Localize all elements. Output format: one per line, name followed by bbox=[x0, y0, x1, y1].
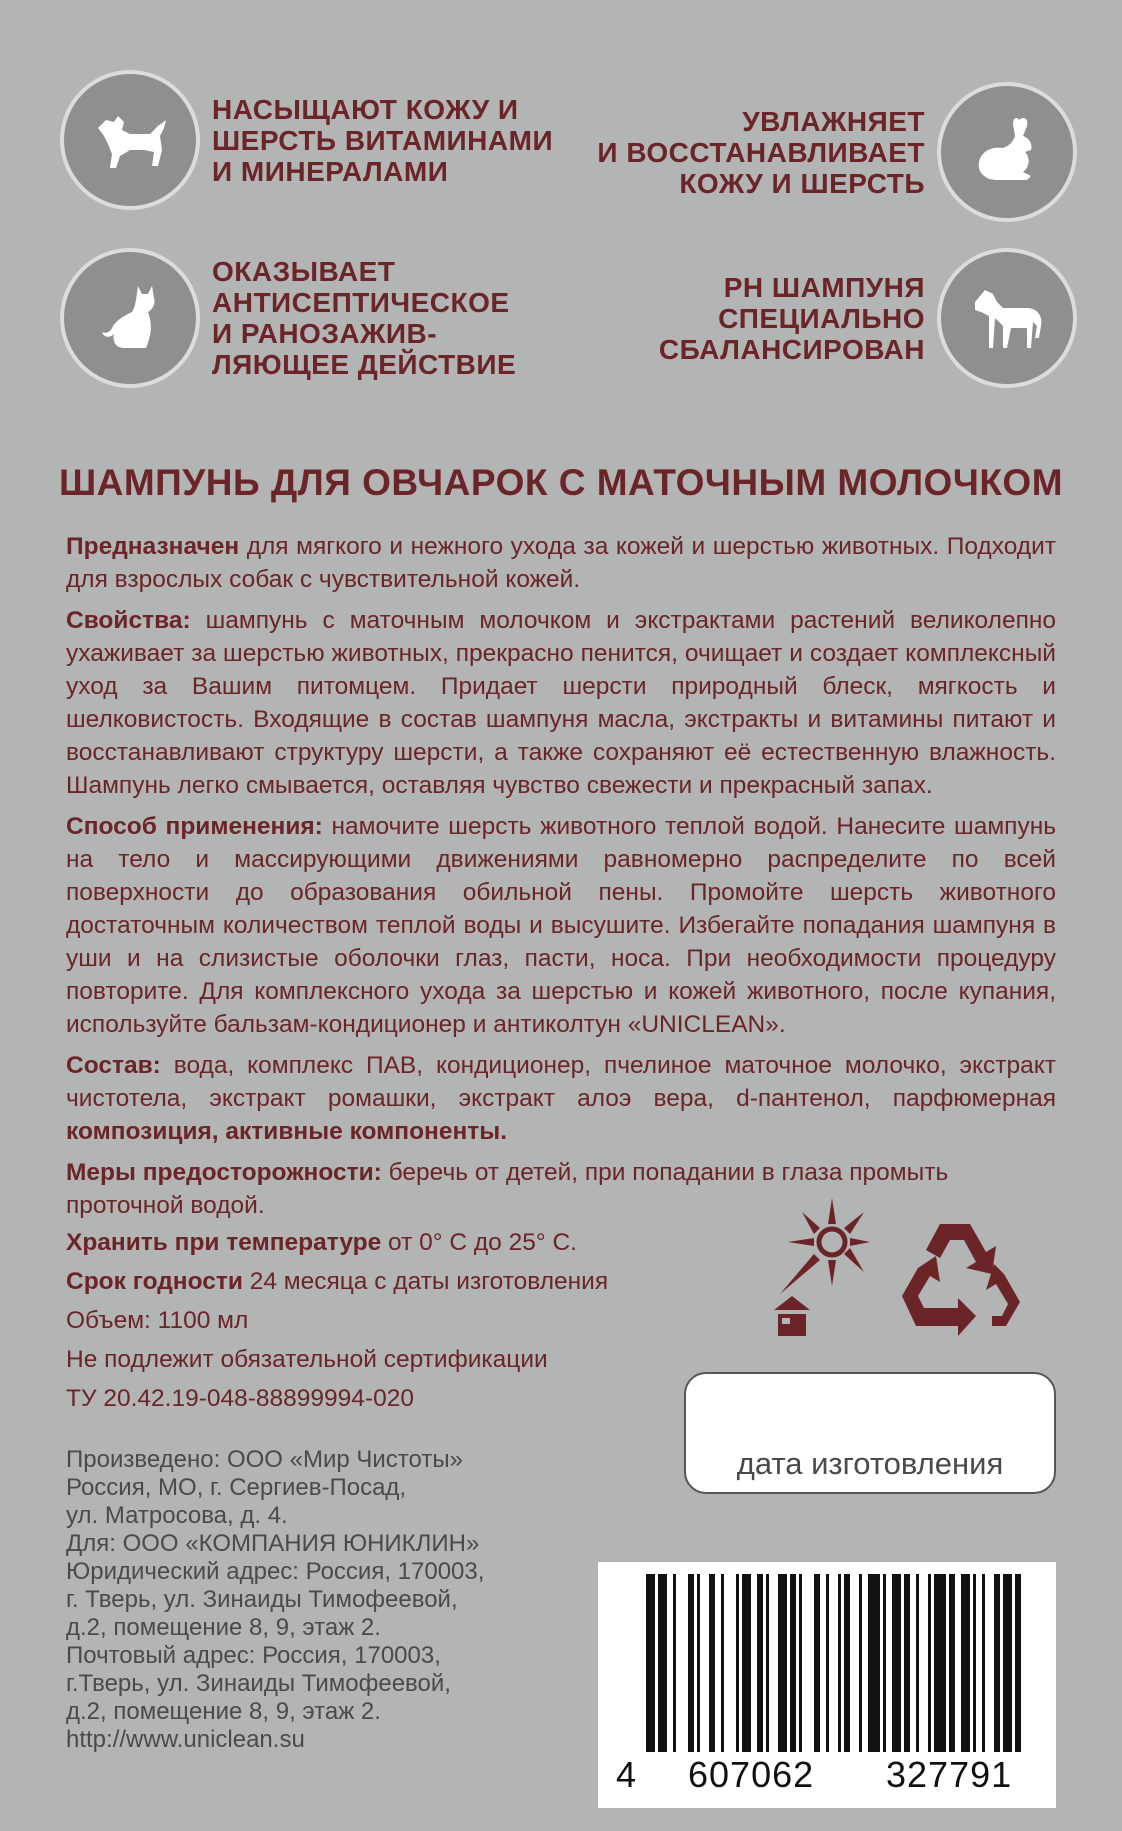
feature-text: УВЛАЖНЯЕТ И ВОССТАНАВЛИВАЕТ КОЖУ И ШЕРСТЬ bbox=[597, 105, 925, 199]
precautions-text: беречь от детей, при попадании в глаза промыть проточной водой. bbox=[66, 1159, 949, 1219]
producer-line: г.Тверь, ул. Зинаиды Тимофеевой, bbox=[66, 1670, 451, 1697]
sun-box-icon bbox=[770, 1198, 870, 1338]
storage-label: Хранить при температуре bbox=[66, 1229, 382, 1256]
feature-text: НАСЫЩАЮТ КОЖУ И ШЕРСТЬ ВИТАМИНАМИ И МИНЕРАЛАМИ bbox=[212, 93, 554, 187]
storage-line bbox=[66, 1226, 706, 1259]
producer-line: Для: ООО «КОМПАНИЯ ЮНИКЛИН» bbox=[66, 1530, 480, 1557]
manufacture-date-label: дата изготовления bbox=[736, 1446, 1004, 1481]
barcode-first-digit: 4 bbox=[616, 1754, 638, 1795]
certification-line: Не подлежит обязательной сертификации bbox=[66, 1346, 548, 1373]
producer-line: Произведено: ООО «Мир Чистоты» bbox=[66, 1446, 463, 1473]
barcode bbox=[598, 1562, 1056, 1808]
properties-text: шампунь с маточным молочком и экстрактами растений великолепно ухаживает за шерстью животных, прекрасно пенится, очищает и создает комплексный уход за Вашим питомцем. Придает шерсти природный блеск, мягкость и шелковистость. Входящие в состав шампуня масла, экстракты и витамины питают и восстанавливают структуру шерсти, а также сохраняют её естественную влажность. Шампунь легко смывается, оставляя чувство свежести и прекрасный запах. bbox=[66, 607, 1056, 799]
precautions-label: Меры предосторожности: bbox=[66, 1159, 382, 1186]
properties-paragraph bbox=[66, 604, 1056, 802]
barcode-right-digits: 327791 bbox=[886, 1754, 1013, 1795]
manufacture-date-box bbox=[684, 1372, 1056, 1494]
precautions-paragraph bbox=[66, 1156, 1056, 1222]
usage-text: намочите шерсть животного теплой водой. Нанесите шампунь на тело и массирующими движениями равномерно распределите по всей поверхности до образования обильной пены. Промойте шерсть животного достаточным количеством теплой воды и высушите. Избегайте попадания шампуня в уши и на слизистые оболочки глаз, пасти, носа. При необходимости процедуру повторите. Для комплексного ухода за шерстью и кожей животного, после купания, используйте бальзам-кондиционер и антиколтун «UNICLEAN». bbox=[66, 813, 1056, 1038]
feature-antiseptic bbox=[60, 248, 516, 388]
producer-block bbox=[66, 1446, 626, 1754]
rabbit-icon bbox=[937, 82, 1077, 222]
producer-line: г. Тверь, ул. Зинаиды Тимофеевой, bbox=[66, 1586, 458, 1613]
volume-line: Объем: 1100 мл bbox=[66, 1307, 249, 1334]
producer-line: ул. Матросова, д. 4. bbox=[66, 1502, 288, 1529]
barcode-left-digits: 607062 bbox=[688, 1754, 815, 1795]
producer-line: Почтовый адрес: Россия, 170003, bbox=[66, 1642, 441, 1669]
tu-line: ТУ 20.42.19-048-88899994-020 bbox=[66, 1385, 414, 1412]
producer-line: д.2, помещение 8, 9, этаж 2. bbox=[66, 1698, 381, 1725]
producer-line: Юридический адрес: Россия, 170003, bbox=[66, 1558, 485, 1585]
dog-icon bbox=[60, 70, 200, 210]
description-block bbox=[66, 530, 1056, 1230]
purpose-text: для мягкого и нежного ухода за кожей и шерстью животных. Подходит для взрослых собак с чувствительной кожей. bbox=[66, 533, 1056, 593]
shelf-text: 24 месяца с даты изготовления bbox=[242, 1268, 609, 1295]
cat-icon bbox=[60, 248, 200, 388]
composition-text: вода, комплекс ПАВ, кондиционер, пчелиное маточное молочко, экстракт чистотела, экстракт ромашки, экстракт алоэ вера, d-пантенол, парфюмерная bbox=[66, 1052, 1056, 1112]
composition-paragraph bbox=[66, 1049, 1056, 1148]
purpose-paragraph bbox=[66, 530, 1056, 596]
composition-label: Состав: bbox=[66, 1052, 161, 1079]
shelf-line bbox=[66, 1265, 706, 1298]
feature-text: PH ШАМПУНЯ СПЕЦИАЛЬНО СБАЛАНСИРОВАН bbox=[658, 271, 925, 365]
feature-ph bbox=[659, 248, 1077, 388]
producer-line: http://www.uniclean.su bbox=[66, 1726, 305, 1753]
product-title: ШАМПУНЬ ДЛЯ ОВЧАРОК С МАТОЧНЫМ МОЛОЧКОМ bbox=[58, 462, 1064, 503]
features-block bbox=[0, 0, 1122, 420]
properties-label: Свойства: bbox=[66, 607, 191, 634]
storage-text: от 0° С до 25° С. bbox=[381, 1229, 577, 1256]
producer-line: д.2, помещение 8, 9, этаж 2. bbox=[66, 1614, 381, 1641]
composition-bold: композиция, активные компоненты. bbox=[66, 1118, 507, 1145]
info-block bbox=[66, 1226, 706, 1421]
feature-vitamins bbox=[60, 70, 553, 210]
horse-icon bbox=[937, 248, 1077, 388]
shelf-label: Срок годности bbox=[66, 1268, 243, 1295]
purpose-label: Предназначен bbox=[66, 533, 240, 560]
usage-label: Способ применения: bbox=[66, 813, 323, 840]
feature-moisturize bbox=[597, 82, 1077, 222]
producer-line: Россия, МО, г. Сергиев-Посад, bbox=[66, 1474, 407, 1501]
recycle-icon bbox=[896, 1216, 1028, 1336]
feature-text: ОКАЗЫВАЕТ АНТИСЕПТИЧЕСКОЕ И РАНОЗАЖИВ- ЛЯЮЩЕЕ ДЕЙСТВИЕ bbox=[212, 256, 517, 380]
usage-paragraph bbox=[66, 810, 1056, 1041]
